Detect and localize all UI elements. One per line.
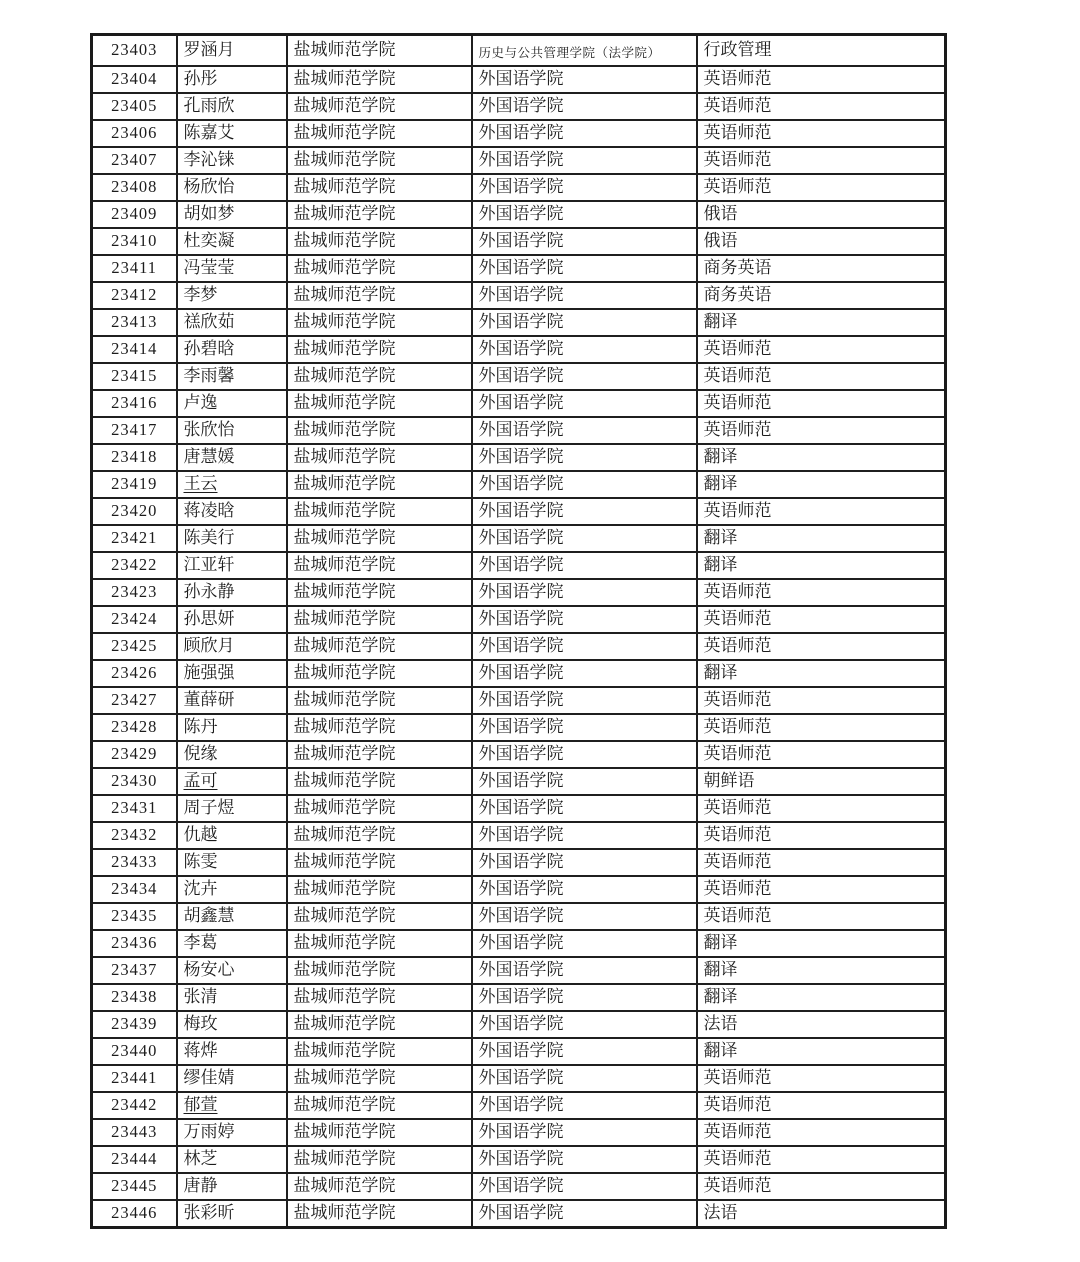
school-cell: 盐城师范学院 <box>287 552 472 579</box>
row-id-cell: 23439 <box>92 1011 177 1038</box>
table-row <box>92 633 946 660</box>
row-id-cell: 23410 <box>92 228 177 255</box>
table-row <box>92 336 946 363</box>
college-cell: 外国语学院 <box>472 390 697 417</box>
name-cell: 孙永静 <box>177 579 287 606</box>
name-cell: 李雨馨 <box>177 363 287 390</box>
college-cell: 历史与公共管理学院（法学院） <box>472 35 697 67</box>
row-id-cell: 23437 <box>92 957 177 984</box>
college-cell: 外国语学院 <box>472 876 697 903</box>
college-cell: 外国语学院 <box>472 1065 697 1092</box>
major-cell: 俄语 <box>697 201 946 228</box>
row-id-cell: 23432 <box>92 822 177 849</box>
row-id-cell: 23428 <box>92 714 177 741</box>
school-cell: 盐城师范学院 <box>287 741 472 768</box>
major-cell: 英语师范 <box>697 903 946 930</box>
table-row <box>92 228 946 255</box>
major-cell: 法语 <box>697 1200 946 1228</box>
major-cell: 英语师范 <box>697 498 946 525</box>
major-cell: 英语师范 <box>697 147 946 174</box>
major-cell: 英语师范 <box>697 633 946 660</box>
table-row <box>92 930 946 957</box>
row-id-cell: 23416 <box>92 390 177 417</box>
row-id-cell: 23421 <box>92 525 177 552</box>
school-cell: 盐城师范学院 <box>287 336 472 363</box>
row-id-cell: 23425 <box>92 633 177 660</box>
college-cell: 外国语学院 <box>472 903 697 930</box>
row-id-cell: 23427 <box>92 687 177 714</box>
school-cell: 盐城师范学院 <box>287 768 472 795</box>
college-cell: 外国语学院 <box>472 714 697 741</box>
major-cell: 英语师范 <box>697 417 946 444</box>
school-cell: 盐城师范学院 <box>287 174 472 201</box>
name-cell: 孙碧晗 <box>177 336 287 363</box>
row-id-cell: 23423 <box>92 579 177 606</box>
table-row <box>92 120 946 147</box>
table-row <box>92 174 946 201</box>
table-row <box>92 66 946 93</box>
school-cell: 盐城师范学院 <box>287 1038 472 1065</box>
school-cell: 盐城师范学院 <box>287 255 472 282</box>
name-cell: 郁萱 <box>177 1092 287 1119</box>
school-cell: 盐城师范学院 <box>287 957 472 984</box>
student-roster-table-body <box>92 35 946 1228</box>
school-cell: 盐城师范学院 <box>287 417 472 444</box>
row-id-cell: 23424 <box>92 606 177 633</box>
college-cell: 外国语学院 <box>472 66 697 93</box>
college-cell: 外国语学院 <box>472 1092 697 1119</box>
college-cell: 外国语学院 <box>472 282 697 309</box>
table-row <box>92 363 946 390</box>
school-cell: 盐城师范学院 <box>287 471 472 498</box>
row-id-cell: 23415 <box>92 363 177 390</box>
name-cell: 董薛研 <box>177 687 287 714</box>
school-cell: 盐城师范学院 <box>287 309 472 336</box>
row-id-cell: 23414 <box>92 336 177 363</box>
major-cell: 翻译 <box>697 471 946 498</box>
name-cell: 万雨婷 <box>177 1119 287 1146</box>
college-cell: 外国语学院 <box>472 444 697 471</box>
name-cell: 李葛 <box>177 930 287 957</box>
name-cell: 陈美行 <box>177 525 287 552</box>
table-row <box>92 768 946 795</box>
table-row <box>92 552 946 579</box>
college-cell: 外国语学院 <box>472 228 697 255</box>
row-id-cell: 23441 <box>92 1065 177 1092</box>
student-roster-table <box>90 33 947 1229</box>
college-cell: 外国语学院 <box>472 336 697 363</box>
major-cell: 英语师范 <box>697 849 946 876</box>
school-cell: 盐城师范学院 <box>287 930 472 957</box>
college-cell: 外国语学院 <box>472 660 697 687</box>
school-cell: 盐城师范学院 <box>287 201 472 228</box>
name-cell: 孟可 <box>177 768 287 795</box>
row-id-cell: 23404 <box>92 66 177 93</box>
name-cell: 冯莹莹 <box>177 255 287 282</box>
table-row <box>92 35 946 67</box>
table-row <box>92 471 946 498</box>
name-cell: 蒋凌晗 <box>177 498 287 525</box>
name-cell: 缪佳婧 <box>177 1065 287 1092</box>
major-cell: 英语师范 <box>697 579 946 606</box>
college-cell: 外国语学院 <box>472 255 697 282</box>
major-cell: 翻译 <box>697 444 946 471</box>
name-cell: 张欣怡 <box>177 417 287 444</box>
major-cell: 法语 <box>697 1011 946 1038</box>
table-row <box>92 93 946 120</box>
college-cell: 外国语学院 <box>472 471 697 498</box>
name-cell: 陈嘉艾 <box>177 120 287 147</box>
name-cell: 沈卉 <box>177 876 287 903</box>
school-cell: 盐城师范学院 <box>287 714 472 741</box>
major-cell: 英语师范 <box>697 1065 946 1092</box>
school-cell: 盐城师范学院 <box>287 120 472 147</box>
row-id-cell: 23418 <box>92 444 177 471</box>
major-cell: 英语师范 <box>697 606 946 633</box>
row-id-cell: 23412 <box>92 282 177 309</box>
table-row <box>92 714 946 741</box>
school-cell: 盐城师范学院 <box>287 822 472 849</box>
major-cell: 翻译 <box>697 525 946 552</box>
school-cell: 盐城师范学院 <box>287 687 472 714</box>
row-id-cell: 23431 <box>92 795 177 822</box>
major-cell: 商务英语 <box>697 282 946 309</box>
table-row <box>92 1146 946 1173</box>
name-cell: 周子煜 <box>177 795 287 822</box>
college-cell: 外国语学院 <box>472 309 697 336</box>
school-cell: 盐城师范学院 <box>287 876 472 903</box>
major-cell: 翻译 <box>697 660 946 687</box>
college-cell: 外国语学院 <box>472 741 697 768</box>
college-cell: 外国语学院 <box>472 687 697 714</box>
table-row <box>92 498 946 525</box>
major-cell: 英语师范 <box>697 363 946 390</box>
name-cell: 唐静 <box>177 1173 287 1200</box>
name-cell: 陈丹 <box>177 714 287 741</box>
major-cell: 英语师范 <box>697 1119 946 1146</box>
row-id-cell: 23426 <box>92 660 177 687</box>
school-cell: 盐城师范学院 <box>287 579 472 606</box>
row-id-cell: 23445 <box>92 1173 177 1200</box>
table-row <box>92 1065 946 1092</box>
college-cell: 外国语学院 <box>472 120 697 147</box>
table-row <box>92 444 946 471</box>
row-id-cell: 23403 <box>92 35 177 67</box>
table-row <box>92 876 946 903</box>
major-cell: 翻译 <box>697 1038 946 1065</box>
college-cell: 外国语学院 <box>472 957 697 984</box>
row-id-cell: 23409 <box>92 201 177 228</box>
table-row <box>92 525 946 552</box>
school-cell: 盐城师范学院 <box>287 282 472 309</box>
college-cell: 外国语学院 <box>472 984 697 1011</box>
name-cell: 顾欣月 <box>177 633 287 660</box>
major-cell: 朝鲜语 <box>697 768 946 795</box>
name-cell: 王云 <box>177 471 287 498</box>
table-row <box>92 282 946 309</box>
school-cell: 盐城师范学院 <box>287 93 472 120</box>
name-cell: 陈雯 <box>177 849 287 876</box>
school-cell: 盐城师范学院 <box>287 1200 472 1228</box>
college-cell: 外国语学院 <box>472 1119 697 1146</box>
table-row <box>92 957 946 984</box>
college-cell: 外国语学院 <box>472 201 697 228</box>
college-cell: 外国语学院 <box>472 930 697 957</box>
table-row <box>92 390 946 417</box>
table-row <box>92 741 946 768</box>
name-cell: 张彩昕 <box>177 1200 287 1228</box>
major-cell: 英语师范 <box>697 741 946 768</box>
table-row <box>92 660 946 687</box>
major-cell: 英语师范 <box>697 66 946 93</box>
table-row <box>92 1173 946 1200</box>
major-cell: 英语师范 <box>697 336 946 363</box>
major-cell: 英语师范 <box>697 876 946 903</box>
college-cell: 外国语学院 <box>472 417 697 444</box>
table-row <box>92 606 946 633</box>
table-row <box>92 822 946 849</box>
school-cell: 盐城师范学院 <box>287 1011 472 1038</box>
name-cell: 林芝 <box>177 1146 287 1173</box>
row-id-cell: 23413 <box>92 309 177 336</box>
major-cell: 英语师范 <box>697 822 946 849</box>
school-cell: 盐城师范学院 <box>287 147 472 174</box>
table-row <box>92 417 946 444</box>
major-cell: 商务英语 <box>697 255 946 282</box>
college-cell: 外国语学院 <box>472 174 697 201</box>
college-cell: 外国语学院 <box>472 93 697 120</box>
school-cell: 盐城师范学院 <box>287 606 472 633</box>
school-cell: 盐城师范学院 <box>287 1065 472 1092</box>
major-cell: 翻译 <box>697 309 946 336</box>
major-cell: 英语师范 <box>697 1146 946 1173</box>
school-cell: 盐城师范学院 <box>287 66 472 93</box>
row-id-cell: 23444 <box>92 1146 177 1173</box>
name-cell: 孙思妍 <box>177 606 287 633</box>
school-cell: 盐城师范学院 <box>287 660 472 687</box>
name-cell: 胡如梦 <box>177 201 287 228</box>
college-cell: 外国语学院 <box>472 822 697 849</box>
row-id-cell: 23436 <box>92 930 177 957</box>
table-row <box>92 1119 946 1146</box>
name-cell: 胡鑫慧 <box>177 903 287 930</box>
college-cell: 外国语学院 <box>472 147 697 174</box>
row-id-cell: 23443 <box>92 1119 177 1146</box>
name-cell: 李沁铼 <box>177 147 287 174</box>
school-cell: 盐城师范学院 <box>287 390 472 417</box>
row-id-cell: 23407 <box>92 147 177 174</box>
name-cell: 仇越 <box>177 822 287 849</box>
college-cell: 外国语学院 <box>472 633 697 660</box>
name-cell: 罗涵月 <box>177 35 287 67</box>
major-cell: 翻译 <box>697 957 946 984</box>
college-cell: 外国语学院 <box>472 579 697 606</box>
row-id-cell: 23408 <box>92 174 177 201</box>
name-cell: 施强强 <box>177 660 287 687</box>
row-id-cell: 23433 <box>92 849 177 876</box>
college-cell: 外国语学院 <box>472 552 697 579</box>
school-cell: 盐城师范学院 <box>287 1119 472 1146</box>
table-row <box>92 201 946 228</box>
school-cell: 盐城师范学院 <box>287 795 472 822</box>
table-row <box>92 687 946 714</box>
table-row <box>92 1038 946 1065</box>
school-cell: 盐城师范学院 <box>287 444 472 471</box>
college-cell: 外国语学院 <box>472 525 697 552</box>
school-cell: 盐城师范学院 <box>287 228 472 255</box>
name-cell: 唐慧媛 <box>177 444 287 471</box>
row-id-cell: 23434 <box>92 876 177 903</box>
row-id-cell: 23422 <box>92 552 177 579</box>
school-cell: 盐城师范学院 <box>287 525 472 552</box>
row-id-cell: 23438 <box>92 984 177 1011</box>
college-cell: 外国语学院 <box>472 1173 697 1200</box>
table-row <box>92 1200 946 1228</box>
college-cell: 外国语学院 <box>472 1011 697 1038</box>
name-cell: 杨欣怡 <box>177 174 287 201</box>
table-row <box>92 1092 946 1119</box>
major-cell: 英语师范 <box>697 120 946 147</box>
school-cell: 盐城师范学院 <box>287 903 472 930</box>
college-cell: 外国语学院 <box>472 1146 697 1173</box>
table-row <box>92 1011 946 1038</box>
major-cell: 英语师范 <box>697 687 946 714</box>
row-id-cell: 23429 <box>92 741 177 768</box>
row-id-cell: 23411 <box>92 255 177 282</box>
table-row <box>92 903 946 930</box>
table-row <box>92 849 946 876</box>
major-cell: 翻译 <box>697 984 946 1011</box>
school-cell: 盐城师范学院 <box>287 849 472 876</box>
row-id-cell: 23440 <box>92 1038 177 1065</box>
row-id-cell: 23442 <box>92 1092 177 1119</box>
major-cell: 英语师范 <box>697 390 946 417</box>
name-cell: 蒋烨 <box>177 1038 287 1065</box>
name-cell: 张清 <box>177 984 287 1011</box>
row-id-cell: 23430 <box>92 768 177 795</box>
name-cell: 梅玫 <box>177 1011 287 1038</box>
college-cell: 外国语学院 <box>472 795 697 822</box>
table-row <box>92 147 946 174</box>
major-cell: 英语师范 <box>697 1092 946 1119</box>
row-id-cell: 23420 <box>92 498 177 525</box>
school-cell: 盐城师范学院 <box>287 633 472 660</box>
college-cell: 外国语学院 <box>472 849 697 876</box>
college-cell: 外国语学院 <box>472 498 697 525</box>
table-row <box>92 795 946 822</box>
college-cell: 外国语学院 <box>472 1038 697 1065</box>
row-id-cell: 23406 <box>92 120 177 147</box>
row-id-cell: 23417 <box>92 417 177 444</box>
name-cell: 江亚轩 <box>177 552 287 579</box>
major-cell: 英语师范 <box>697 174 946 201</box>
college-cell: 外国语学院 <box>472 1200 697 1228</box>
name-cell: 孔雨欣 <box>177 93 287 120</box>
name-cell: 杨安心 <box>177 957 287 984</box>
major-cell: 翻译 <box>697 552 946 579</box>
major-cell: 英语师范 <box>697 714 946 741</box>
major-cell: 英语师范 <box>697 1173 946 1200</box>
major-cell: 英语师范 <box>697 795 946 822</box>
major-cell: 行政管理 <box>697 35 946 67</box>
college-cell: 外国语学院 <box>472 606 697 633</box>
row-id-cell: 23435 <box>92 903 177 930</box>
school-cell: 盐城师范学院 <box>287 1146 472 1173</box>
table-row <box>92 579 946 606</box>
school-cell: 盐城师范学院 <box>287 984 472 1011</box>
row-id-cell: 23419 <box>92 471 177 498</box>
school-cell: 盐城师范学院 <box>287 498 472 525</box>
row-id-cell: 23405 <box>92 93 177 120</box>
name-cell: 倪缘 <box>177 741 287 768</box>
school-cell: 盐城师范学院 <box>287 1173 472 1200</box>
college-cell: 外国语学院 <box>472 768 697 795</box>
name-cell: 禚欣茹 <box>177 309 287 336</box>
name-cell: 孙彤 <box>177 66 287 93</box>
name-cell: 杜奕凝 <box>177 228 287 255</box>
table-row <box>92 255 946 282</box>
school-cell: 盐城师范学院 <box>287 35 472 67</box>
table-row <box>92 984 946 1011</box>
table-row <box>92 309 946 336</box>
school-cell: 盐城师范学院 <box>287 1092 472 1119</box>
school-cell: 盐城师范学院 <box>287 363 472 390</box>
major-cell: 英语师范 <box>697 93 946 120</box>
name-cell: 卢逸 <box>177 390 287 417</box>
name-cell: 李梦 <box>177 282 287 309</box>
major-cell: 翻译 <box>697 930 946 957</box>
major-cell: 俄语 <box>697 228 946 255</box>
college-cell: 外国语学院 <box>472 363 697 390</box>
row-id-cell: 23446 <box>92 1200 177 1228</box>
